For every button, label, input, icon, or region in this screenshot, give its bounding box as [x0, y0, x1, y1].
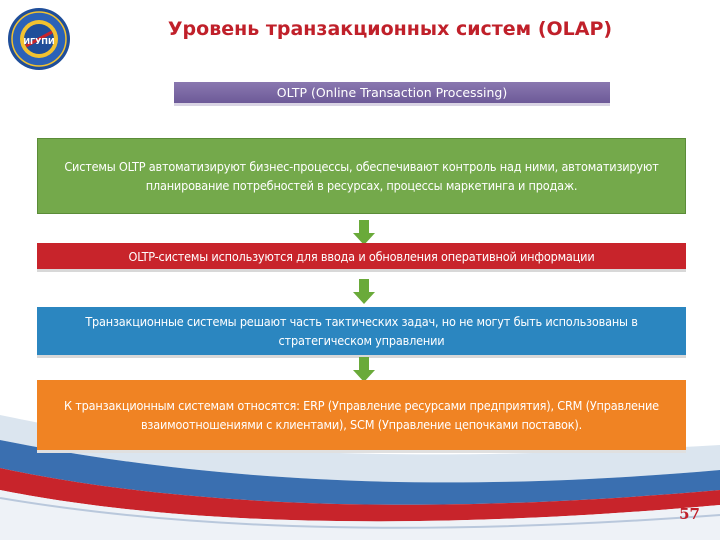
- box-text: Системы OLTP автоматизируют бизнес-процессы, обеспечивают контроль над ними, автоматизируют планирование потребностей в ресурсах, процессы маркетинга и продаж.: [64, 159, 659, 193]
- university-emblem-icon: [6, 6, 72, 72]
- logo-text: ИГУПИ: [23, 37, 55, 46]
- box-text: Транзакционные системы решают часть тактических задач, но не могут быть использованы в стратегическом управлении: [85, 314, 638, 348]
- box-oltp-usage: [37, 243, 686, 272]
- box-text: К транзакционным системам относятся: ERP (Управление ресурсами предприятия), CRM (Управление взаимоотношениями с клиентами), SCM (Управление цепочками поставок).: [64, 398, 659, 432]
- slide-title: Уровень транзакционных систем (OLAP): [167, 18, 613, 40]
- box-text: OLTP-системы используются для ввода и обновления оперативной информации: [128, 248, 595, 264]
- box-oltp-automation: [37, 138, 686, 214]
- page-number: 57: [679, 505, 700, 523]
- oltp-header: OLTP (Online Transaction Processing): [174, 82, 610, 106]
- down-arrow-icon: [352, 279, 376, 305]
- box-system-types: [37, 380, 686, 453]
- box-tactical-tasks: [37, 307, 686, 358]
